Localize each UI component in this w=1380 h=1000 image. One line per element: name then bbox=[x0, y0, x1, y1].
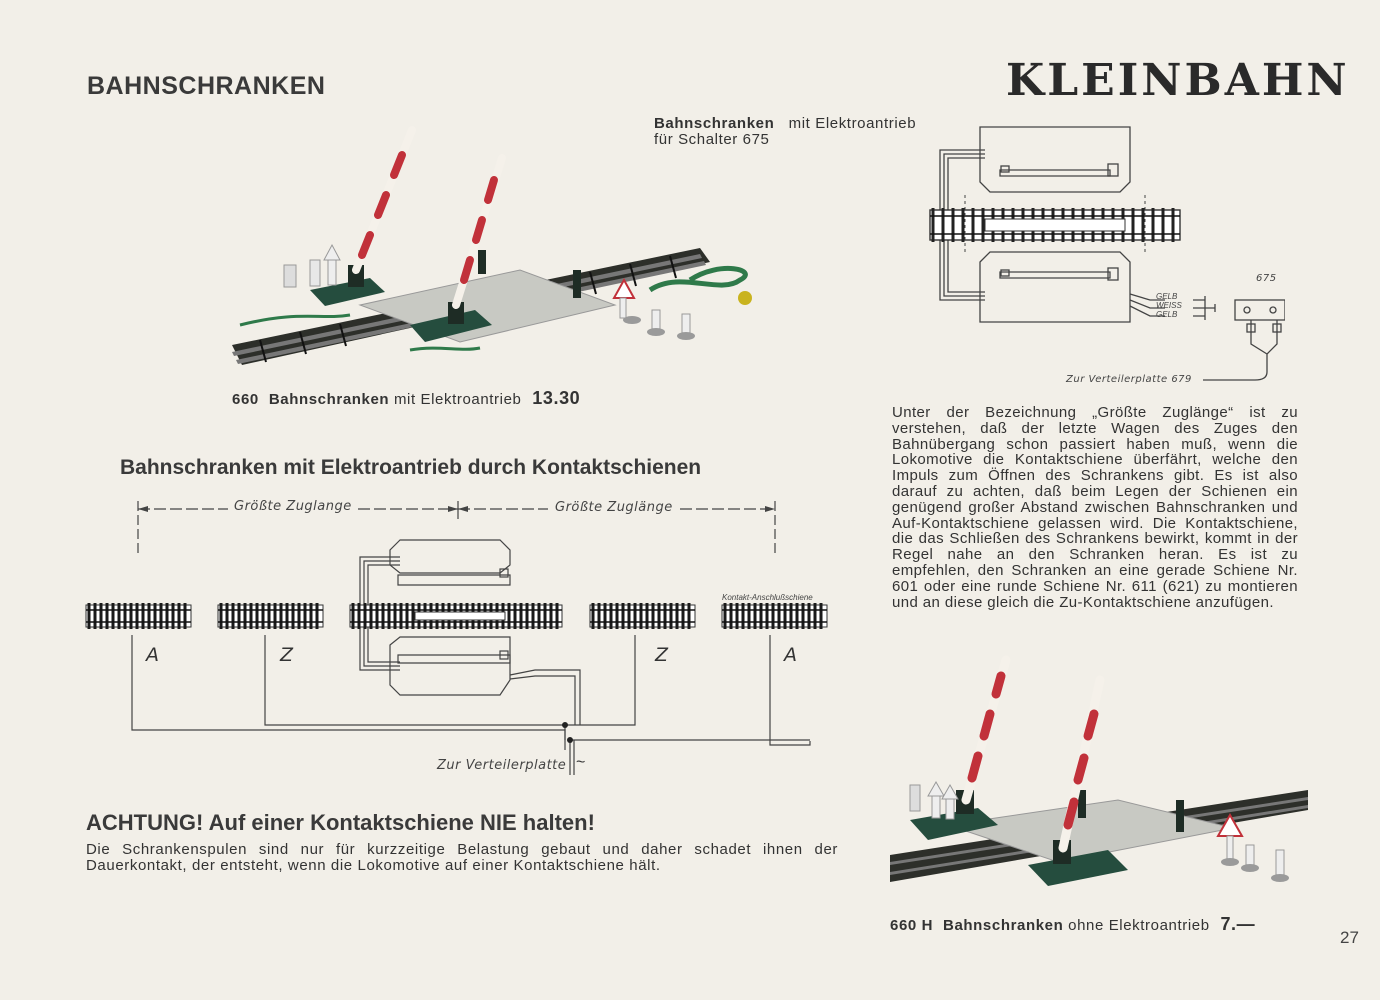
contact-diagram-heading: Bahnschranken mit Elektroantrieb durch Kontaktschienen bbox=[120, 456, 702, 479]
product-660h-desc: ohne Elektroantrieb bbox=[1068, 917, 1210, 934]
wire-labels bbox=[1156, 292, 1182, 319]
warning-heading: ACHTUNG! Auf einer Kontaktschiene NIE halten! bbox=[86, 810, 595, 835]
wire-label-2: WEISS bbox=[1156, 301, 1182, 310]
wiring-distributor-label: Zur Verteilerplatte 679 bbox=[1066, 374, 1192, 385]
contact-letter-z-left: Z bbox=[280, 644, 294, 666]
description-text: Unter der Bezeichnung „Größte Zuglänge“ ist zu verstehen, daß der letzte Wagen des Zuges den Bahnübergang schon passiert haben muß, wenn die Lokomotive die Kontaktschiene überfährt, welche den Impuls zum Öffnen des Schrankens gibt. Es ist also darauf zu achten, daß beim Legen der Schienen ein genügend großer Abstand zwischen Bahnschranken und Auf-Kontaktschiene gelassen wird. Die Kontaktschiene, die das Schließen des Schrankens bewirkt, kommt in der Regel nahe an den Schranken heran. Es ist zu empfehlen, den Schranken an eine gerade Schiene Nr. 601 oder eine runde Schiene Nr. 611 (621) zu montieren und an diese gleich die Zu-Kontaktschiene anzufügen. bbox=[892, 404, 1298, 611]
contact-diagram bbox=[80, 495, 840, 780]
product-660-caption bbox=[232, 388, 580, 409]
product-660-number: 660 bbox=[232, 391, 259, 408]
wire-label-1: GELB bbox=[1156, 292, 1178, 301]
product-660h-photo bbox=[888, 650, 1313, 895]
ac-symbol: ~ bbox=[576, 754, 586, 771]
product-660-price: 13.30 bbox=[532, 388, 581, 408]
contact-rail-label: Kontakt-Anschlußschiene bbox=[722, 593, 813, 602]
brand-logo: KLEINBAHN bbox=[1006, 55, 1350, 106]
length-label-1: Größte Zuglange bbox=[234, 499, 352, 514]
contact-letter-z-right: Z bbox=[655, 644, 669, 666]
wiring-diagram-caption bbox=[654, 116, 916, 148]
product-660h-name: Bahnschranken bbox=[943, 917, 1064, 934]
contact-letter-a-right: A bbox=[784, 644, 797, 666]
product-660h-price: 7.— bbox=[1220, 914, 1256, 934]
product-660h-caption bbox=[890, 914, 1255, 935]
page-number: 27 bbox=[1340, 928, 1359, 947]
contact-distributor-label: Zur Verteilerplatte bbox=[437, 758, 567, 773]
wiring-diagram bbox=[925, 122, 1285, 392]
length-label-2: Größte Zuglänge bbox=[555, 500, 673, 515]
product-660-name: Bahnschranken bbox=[268, 391, 390, 408]
wiring-caption-line2: für Schalter 675 bbox=[654, 131, 770, 148]
product-660-photo bbox=[220, 120, 780, 385]
warning-text: Die Schrankenspulen sind nur für kurzzeitige Belastung gebaut und daher schadet ihnen der Dauerkontakt, der entsteht, wenn die Lokomotive auf einer Kontaktschiene hält. bbox=[86, 841, 838, 874]
page-title: BAHNSCHRANKEN bbox=[87, 72, 326, 100]
contact-letter-a-left: A bbox=[146, 644, 159, 666]
wiring-caption-bold: Bahnschranken bbox=[654, 115, 775, 132]
track-segments bbox=[86, 603, 827, 629]
switch-675-label: 675 bbox=[1256, 273, 1277, 284]
wiring-caption-rest: mit Elektroantrieb bbox=[788, 115, 917, 132]
product-660-desc: mit Elektroantrieb bbox=[393, 391, 522, 408]
wire-label-3: GELB bbox=[1156, 310, 1178, 319]
product-660h-number: 660 H bbox=[890, 917, 934, 934]
